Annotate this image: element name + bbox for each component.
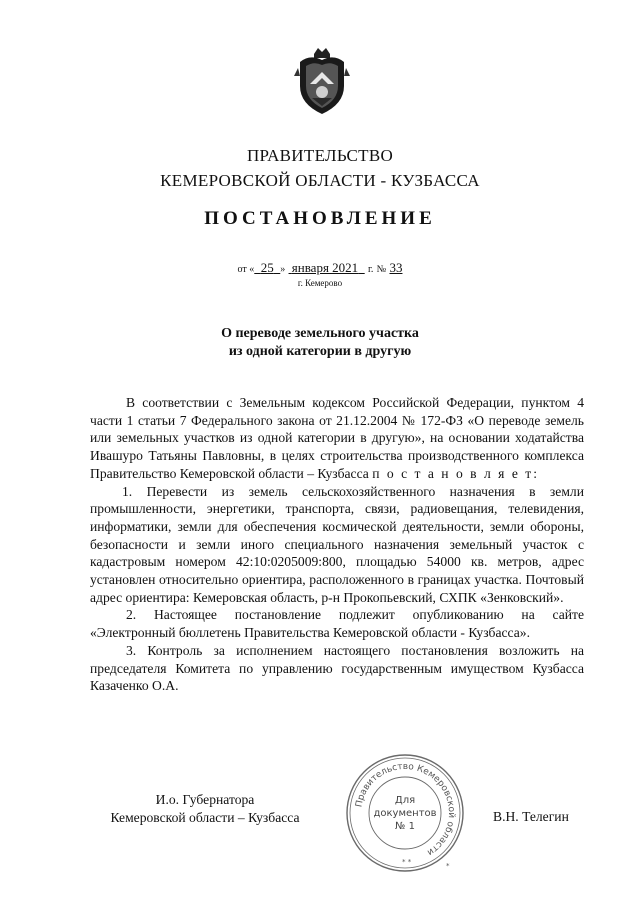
- coat-of-arms-icon: [294, 46, 350, 116]
- subject-line1: О переводе земельного участка: [221, 326, 419, 341]
- signatory-title-line2: Кемеровской области – Кузбасса: [110, 810, 300, 825]
- document-type-title: ПОСТАНОВЛЕНИЕ: [204, 208, 436, 229]
- government-name-line1: ПРАВИТЕЛЬСТВО: [246, 146, 394, 165]
- stamp-ring-text: Правительство Кемеровской области: [354, 761, 457, 858]
- stamp-center-line3: № 1: [395, 821, 415, 832]
- decree-keyword: п о с т а н о в л я е т:: [372, 465, 539, 481]
- stamp-center-line2: документов: [373, 808, 437, 819]
- decree-body: [90, 394, 584, 695]
- decree-subject: [0, 325, 640, 361]
- signatory-title-line1: И.о. Губернатора: [155, 792, 255, 807]
- government-name-line2: КЕМЕРОВСКОЙ ОБЛАСТИ - КУЗБАССА: [160, 171, 480, 190]
- item-2-paragraph: 2. Настоящее постановление подлежит опубликованию на сайте «Электронный бюллетень Правительства Кемеровской области - Кузбасса».: [90, 607, 584, 641]
- date-month-year: января 2021: [291, 260, 359, 275]
- item-3-paragraph: 3. Контроль за исполнением настоящего постановления возложить на председателя Комитета по управлению государственным имуществом Кузбасса Казаченко О.А.: [90, 642, 584, 694]
- official-stamp: [344, 752, 466, 874]
- date-number-line: [0, 260, 640, 276]
- signatory-title: [90, 791, 320, 827]
- date-year-suffix: г.: [367, 264, 374, 275]
- subject-line2: из одной категории в другую: [228, 344, 412, 359]
- date-day: 25: [260, 260, 274, 275]
- date-quote-close: »: [280, 264, 286, 275]
- stamp-center-line1: Для: [394, 795, 416, 806]
- number-label: №: [376, 264, 387, 275]
- stamp-stars: *: [446, 862, 450, 870]
- preamble-paragraph: В соответствии с Земельным кодексом Российской Федерации, пунктом 4 части 1 статьи 7 Федерального закона от 21.12.2004 № 172-ФЗ «О переводе земель или земельных участков из одной категории в другую», на основании ходатайства Ивашуро Татьяны Павловны, в целях строительства производственного комплекса Правительство Кемеровской области – Кузбасса п о с т а н о в л я е т:: [90, 395, 584, 481]
- city-name: г. Кемерово: [297, 278, 343, 288]
- decree-number: 33: [389, 260, 403, 275]
- item-1-paragraph: 1. Перевести из земель сельскохозяйственного назначения в земли промышленности, энергетики, транспорта, связи, радиовещания, телевидения, информатики, земли для обеспечения космической деятельности, земли обороны, безопасности и земли иного специального назначения земельный участок с кадастровым номером 42:10:0205009:800, площадью 54000 кв. метров, адрес установлен относительно ориентира, расположенного в границах участка. Почтовый адрес ориентира: Кемеровская область, р-н Прокопьевский, СХПК «Зенковский».: [90, 483, 584, 605]
- date-from-label: от «: [237, 264, 255, 275]
- signatory-name: В.Н. Телегин: [493, 809, 569, 824]
- svg-text:* *: * *: [402, 858, 412, 866]
